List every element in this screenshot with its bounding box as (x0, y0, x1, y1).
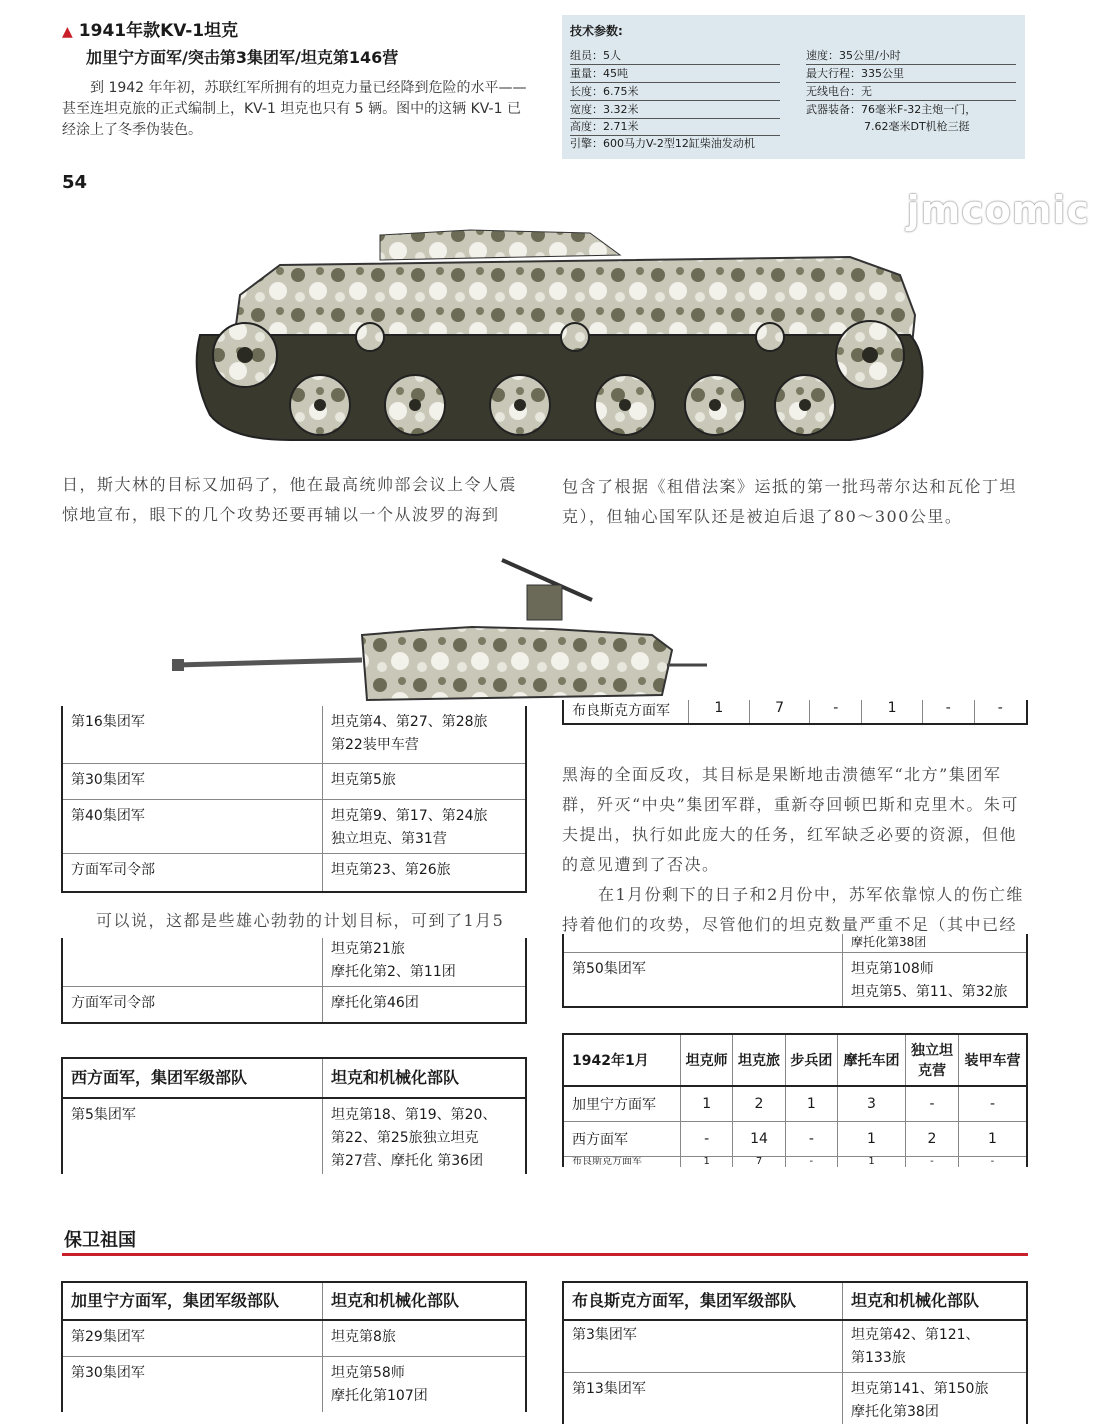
caption-subtitle: 加里宁方面军/突击第3集团军/坦克第146营 (86, 45, 398, 68)
table-cell: 1 (838, 1121, 906, 1156)
tank-illustration (170, 225, 930, 455)
table-row (62, 1320, 526, 1357)
table-cell: - (785, 1121, 837, 1156)
table-cell: - (974, 700, 1027, 724)
unit-line: 坦克第18、第19、第20、 (331, 1104, 517, 1127)
spec-left-row: 重量：45吨 (570, 65, 780, 83)
unit-line: 坦克第5、第11、第32旅 (851, 981, 1018, 1004)
section-title: 保卫祖国 (64, 1226, 136, 1252)
spec-left-row: 高度：2.71米 (570, 118, 780, 136)
header-cell: 坦克和机械化部队 (323, 1282, 527, 1320)
table-cell: - (810, 700, 862, 724)
table-cell: - (785, 1156, 837, 1167)
table-cell: 2 (733, 1086, 785, 1121)
units-cell (323, 854, 527, 893)
army-units-table-a (61, 706, 527, 893)
spec-right-row: 7.62毫米DT机枪三挺 (864, 118, 1016, 135)
table-cell: 1 (838, 1156, 906, 1167)
units-cell (843, 953, 1028, 1008)
header-cell: 坦克师 (681, 1034, 733, 1086)
table-cell: 1 (862, 700, 923, 724)
spec-header: 技术参数: (570, 22, 623, 39)
unit-line: 独立坦克、第31营 (331, 828, 517, 851)
table-cell: 7 (749, 700, 810, 724)
section-divider (62, 1253, 1028, 1256)
caption-title: ▲ 1941年款KV-1坦克 (62, 16, 238, 41)
spec-right-row: 最大行程：335公里 (806, 65, 1016, 83)
army-cell: 第5集团军 (62, 1098, 323, 1174)
spec-left-row: 组员：5人 (570, 47, 780, 65)
table-row (62, 800, 526, 854)
table-cell: 布良斯克方面军 (563, 700, 689, 724)
unit-line: 摩托化第38团 (851, 934, 1018, 950)
table-row (62, 987, 526, 1024)
table-cell: 1 (689, 700, 750, 724)
watermark: jmcomic (907, 188, 1090, 232)
tank-count-1942-table (562, 1033, 1028, 1167)
units-cell (323, 800, 527, 854)
table-cell: - (905, 1156, 958, 1167)
units-cell (323, 764, 527, 800)
header-cell: 坦克旅 (733, 1034, 785, 1086)
triangle-icon: ▲ (62, 24, 73, 40)
table-cell: 加里宁方面军 (563, 1086, 681, 1121)
army-cell (563, 934, 843, 953)
unit-line: 坦克第5旅 (331, 769, 517, 792)
table-cell: 1 (958, 1121, 1027, 1156)
table-cell: 西方面军 (563, 1121, 681, 1156)
table-row (563, 1320, 1027, 1373)
units-cell (323, 1320, 527, 1357)
header-cell: 独立坦克营 (905, 1034, 958, 1086)
tank-count-fragment-table (562, 700, 1028, 725)
table-cell: 3 (838, 1086, 906, 1121)
caption-body: 到 1942 年年初，苏联红军所拥有的坦克力量已经降到危险的水平——甚至连坦克旅的正式编制上，KV-1 坦克也只有 5 辆。图中的这辆 KV-1 已经涂上了冬季伪装色。 (62, 78, 527, 141)
army-cell: 第13集团军 (563, 1373, 843, 1424)
units-cell (323, 1098, 527, 1174)
units-cell (323, 1357, 527, 1413)
table-header-row (563, 1282, 1027, 1320)
table-cell: 1 (681, 1156, 733, 1167)
army-cell: 方面军司令部 (62, 987, 323, 1024)
unit-line: 坦克第108师 (851, 958, 1018, 981)
body-text-left-1: 日，斯大林的目标又加码了，他在最高统帅部会议上令人震惊地宣布，眼下的几个攻势还要再辅以一个从波罗的海到 (62, 470, 530, 530)
units-cell (323, 938, 527, 987)
table-cell: 14 (733, 1121, 785, 1156)
unit-line: 第27营、摩托化 第36团 (331, 1150, 517, 1173)
unit-line: 坦克第8旅 (331, 1326, 517, 1349)
header-cell: 步兵团 (785, 1034, 837, 1086)
army-cell: 第29集团军 (62, 1320, 323, 1357)
table-row (62, 1357, 526, 1413)
table-row (563, 1373, 1027, 1424)
army-units-table-b (61, 938, 527, 1024)
unit-line: 坦克第141、第150旅 (851, 1378, 1018, 1401)
army-cell: 第40集团军 (62, 800, 323, 854)
unit-line: 坦克第9、第17、第24旅 (331, 805, 517, 828)
table-row (563, 953, 1027, 1008)
unit-line: 摩托化第2、第11团 (331, 961, 517, 984)
page-number: 54 (62, 172, 87, 193)
army-cell (62, 938, 323, 987)
spec-right-row: 速度：35公里/小时 (806, 47, 1016, 65)
unit-line: 第22、第25旅独立坦克 (331, 1127, 517, 1150)
table-row (62, 854, 526, 893)
body-text-right-2: 黑海的全面反攻，其目标是果断地击溃德军“北方”集团军群，歼灭“中央”集团军群，重新夺回顿巴斯和克里木。朱可夫提出，执行如此庞大的任务，红军缺乏必要的资源，但他的意见遭到了否决。 (562, 760, 1030, 880)
table-cell: 1 (785, 1086, 837, 1121)
army-cell: 第30集团军 (62, 764, 323, 800)
table-header-row (62, 1058, 526, 1098)
spec-left-row: 宽度：3.32米 (570, 101, 780, 119)
unit-line: 坦克第23、第26旅 (331, 859, 517, 882)
header-cell: 加里宁方面军，集团军级部队 (62, 1282, 323, 1320)
unit-line: 坦克第21旅 (331, 938, 517, 961)
body-text-right-1: 包含了根据《租借法案》运抵的第一批玛蒂尔达和瓦伦丁坦克），但轴心国军队还是被迫后退了80～300公里。 (562, 472, 1030, 532)
header-cell: 摩托车团 (838, 1034, 906, 1086)
header-cell: 坦克和机械化部队 (843, 1282, 1028, 1320)
army-units-table-c (562, 934, 1028, 1008)
table-row (563, 1086, 1027, 1121)
table-row (563, 934, 1027, 953)
army-cell: 第3集团军 (563, 1320, 843, 1373)
table-cell: 2 (905, 1121, 958, 1156)
table-header-row (62, 1282, 526, 1320)
spec-box (562, 15, 1025, 159)
army-cell: 第50集团军 (563, 953, 843, 1008)
units-cell (323, 706, 527, 764)
table-row (62, 938, 526, 987)
table-cell: 布良斯克方面军 (563, 1156, 681, 1167)
body-text-left-2: 可以说，这都是些雄心勃勃的计划目标，可到了1月5 (62, 906, 530, 936)
unit-line: 坦克第58师 (331, 1362, 517, 1385)
west-front-table (61, 1057, 527, 1174)
spec-right-row: 武器装备：76毫米F-32主炮一门， (806, 101, 1016, 118)
units-cell (843, 934, 1028, 953)
table-cell: - (681, 1121, 733, 1156)
unit-line: 第133旅 (851, 1347, 1018, 1370)
unit-line: 坦克第4、第27、第28旅 (331, 711, 517, 734)
table-cell: - (958, 1086, 1027, 1121)
kalinin-front-table (61, 1281, 527, 1412)
table-cell: 7 (733, 1156, 785, 1167)
table-row (563, 1121, 1027, 1156)
spec-right-row: 无线电台：无 (806, 83, 1016, 101)
spec-left-row: 长度：6.75米 (570, 83, 780, 101)
table-row (62, 764, 526, 800)
body-text-right-3: 在1月份剩下的日子和2月份中，苏军依靠惊人的伤亡维持着他们的攻势，尽管他们的坦克数量严重不足（其中已经 (562, 880, 1030, 940)
table-row (62, 706, 526, 764)
header-cell: 1942年1月 (563, 1034, 681, 1086)
unit-line: 摩托化第107团 (331, 1385, 517, 1408)
header-cell: 布良斯克方面军，集团军级部队 (563, 1282, 843, 1320)
units-cell (843, 1373, 1028, 1424)
header-cell: 坦克和机械化部队 (323, 1058, 527, 1098)
tank-turret-illustration (172, 555, 712, 705)
table-cell: - (958, 1156, 1027, 1167)
bryansk-front-table (562, 1281, 1028, 1424)
header-cell: 西方面军，集团军级部队 (62, 1058, 323, 1098)
units-cell (843, 1320, 1028, 1373)
army-cell: 第16集团军 (62, 706, 323, 764)
army-cell: 第30集团军 (62, 1357, 323, 1413)
army-cell: 方面军司令部 (62, 854, 323, 893)
table-cell: - (922, 700, 974, 724)
unit-line: 摩托化第46团 (331, 992, 517, 1015)
unit-line: 坦克第42、第121、 (851, 1324, 1018, 1347)
table-row (62, 1098, 526, 1174)
units-cell (323, 987, 527, 1024)
table-row (563, 1156, 1027, 1167)
header-cell: 装甲车营 (958, 1034, 1027, 1086)
table-cell: 1 (681, 1086, 733, 1121)
spec-left-row: 引擎：600马力V-2型12缸柴油发动机 (570, 135, 780, 152)
table-cell: - (905, 1086, 958, 1121)
unit-line: 摩托化第38团 (851, 1401, 1018, 1424)
unit-line: 第22装甲车营 (331, 734, 517, 757)
table-header-row (563, 1034, 1027, 1086)
